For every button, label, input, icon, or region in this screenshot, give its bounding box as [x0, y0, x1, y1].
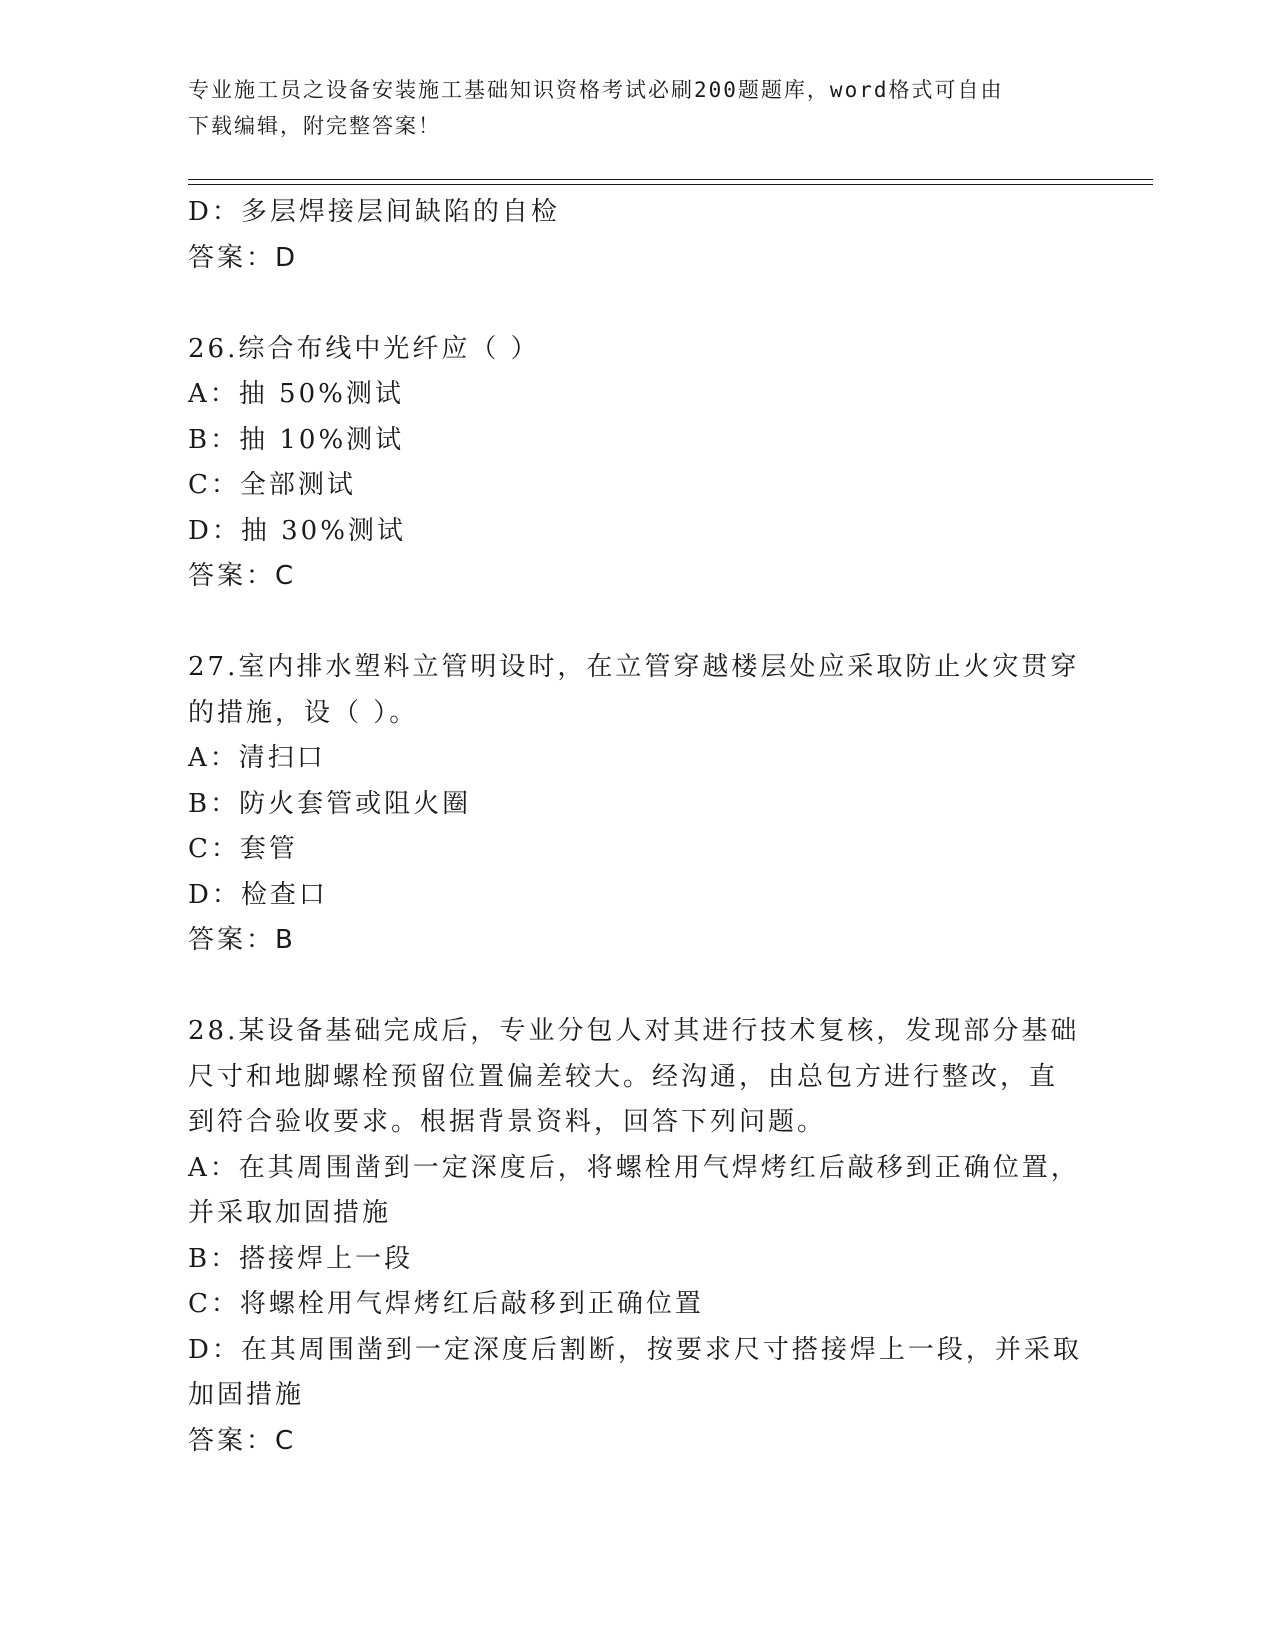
spacer	[188, 964, 1078, 1010]
option-d: D：多层焊接层间缺陷的自检	[188, 197, 560, 227]
option-d: D：检查口	[188, 879, 328, 910]
question-25-tail	[188, 190, 1078, 281]
spacer	[188, 600, 1078, 646]
header-line-2: 下载编辑，附完整答案！	[188, 114, 441, 138]
option-d-line-2: 加固措施	[188, 1380, 305, 1410]
question-stem-line-3: 到符合验收要求。根据背景资料，回答下列问题。	[188, 1107, 827, 1137]
question-stem-line-2: 的措施，设（ ）。	[188, 697, 419, 728]
answer: 答案：C	[188, 1425, 297, 1456]
option-c: C：将螺栓用气焊烤红后敲移到正确位置	[188, 1289, 704, 1319]
option-b: B：防火套管或阻火圈	[188, 788, 472, 819]
option-c: C：全部测试	[188, 470, 356, 500]
question-27	[188, 645, 1078, 964]
option-d: D：抽 30%测试	[188, 515, 406, 546]
question-stem-line-1: 27.室内排水塑料立管明设时，在立管穿越楼层处应采取防止火灾贯穿	[188, 652, 1080, 682]
option-b: B：搭接焊上一段	[188, 1243, 414, 1274]
option-c: C：套管	[188, 834, 298, 864]
option-a: A：清扫口	[188, 743, 326, 773]
question-stem: 26.综合布线中光纤应（ ）	[188, 333, 540, 364]
answer: 答案：D	[188, 242, 299, 273]
header-rule-bottom	[188, 184, 1153, 185]
option-d-line-1: D：在其周围凿到一定深度后割断，按要求尺寸搭接焊上一段，并采取	[188, 1334, 1082, 1365]
question-stem-line-2: 尺寸和地脚螺栓预留位置偏差较大。经沟通，由总包方进行整改，直	[188, 1061, 1059, 1092]
answer: 答案：C	[188, 561, 297, 591]
question-26	[188, 327, 1078, 600]
option-b: B：抽 10%测试	[188, 424, 405, 455]
question-28	[188, 1009, 1082, 1464]
header-rule-top	[188, 179, 1153, 180]
spacer	[188, 281, 1078, 327]
question-content	[188, 190, 1082, 1464]
question-stem-line-1: 28.某设备基础完成后，专业分包人对其进行技术复核，发现部分基础	[188, 1016, 1080, 1046]
option-a: A：抽 50%测试	[188, 379, 404, 409]
document-header	[188, 72, 1088, 144]
header-line-1: 专业施工员之设备安装施工基础知识资格考试必刷200题题库，word格式可自由	[188, 78, 1004, 102]
option-a-line-1: A：在其周围凿到一定深度后，将螺栓用气焊烤红后敲移到正确位置，	[188, 1152, 1080, 1183]
option-a-line-2: 并采取加固措施	[188, 1198, 392, 1228]
answer: 答案：B	[188, 925, 296, 955]
